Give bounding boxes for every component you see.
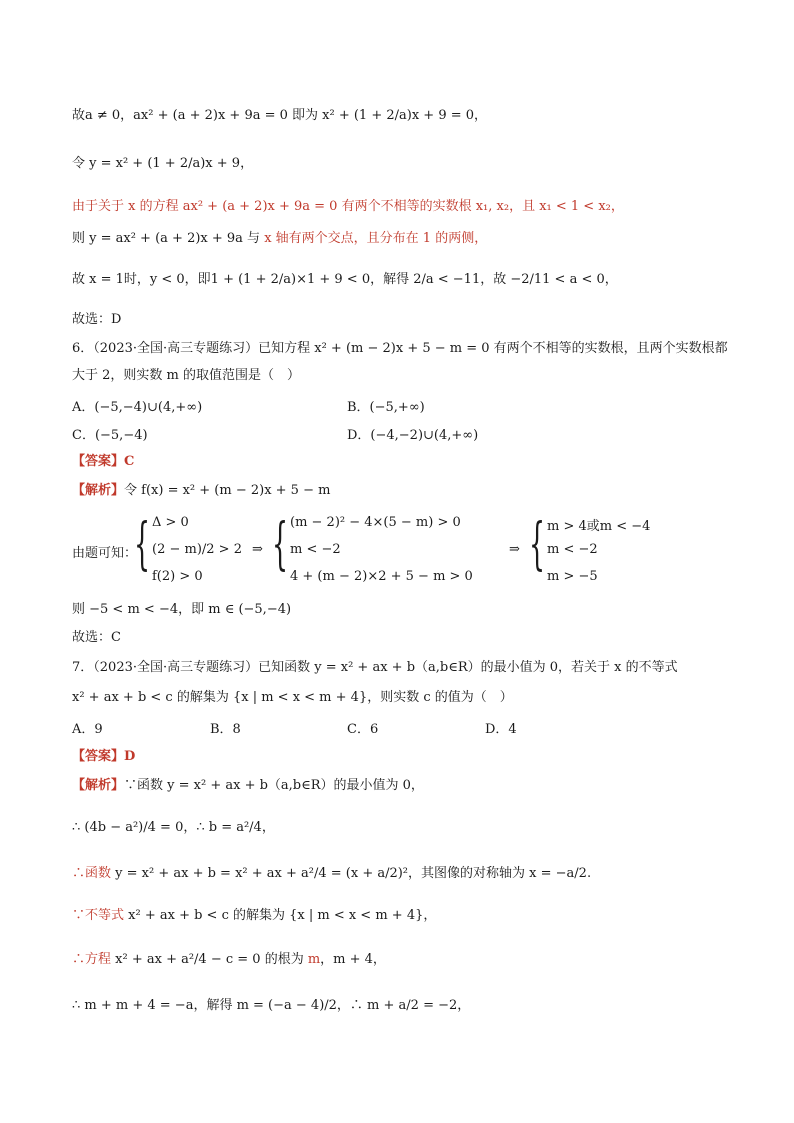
- sys1-row1: Δ > 0: [152, 515, 189, 530]
- q6-choose: 故选：C: [72, 630, 121, 645]
- q7-option-d: D．4: [485, 722, 517, 737]
- q7-analysis-label: 【解析】: [72, 778, 125, 793]
- text-let-y: 令 y = x² + (1 + 2/a)x + 9，: [72, 156, 254, 171]
- q6-stem-text2: 大于 2，则实数 m 的取值范围是（ ）: [72, 368, 300, 383]
- q7-stem-line1: 7．（2023·全国·高三专题练习）已知函数 y = x² + ax + b（a,b∈R）的最小值为 0，若关于 x 的不等式: [72, 660, 678, 675]
- q7-option-a: A．9: [72, 722, 103, 737]
- line-solve-a: [72, 270, 754, 290]
- q7-analysis-line5: [72, 950, 754, 970]
- text-a-nonzero: 故a ≠ 0，ax² + (a + 2)x + 9a = 0 即为 x² + (1 + 2/a)x + 9 = 0，: [72, 108, 488, 123]
- text-intersection-prefix: 则 y = ax² + (a + 2)x + 9a 与: [72, 231, 261, 246]
- sys1-row2: (2 − m)/2 > 2: [152, 542, 242, 557]
- q7-answer: 【答案】D: [72, 749, 136, 764]
- q7-a5-root-m: m: [303, 952, 321, 967]
- q6-option-a: A．(−5,−4)∪(4,+∞): [72, 400, 203, 415]
- q6-analysis-line: [72, 481, 754, 501]
- q7-stem-line2: x² + ax + b < c 的解集为 {x | m < x < m + 4}，则实数 c 的值为（ ）: [72, 690, 513, 705]
- sys2-row3: 4 + (m − 2)×2 + 5 − m > 0: [290, 569, 473, 584]
- q7-a3-prefix: ∴函数: [72, 866, 112, 881]
- left-brace-3: {: [529, 512, 546, 577]
- implies-arrow-1: ⇒: [252, 542, 263, 557]
- q7-analysis-line3: [72, 864, 754, 884]
- line-roots-condition: [72, 197, 754, 217]
- q6-inequality-system: [72, 512, 772, 590]
- sys3-row2: m < −2: [547, 542, 598, 557]
- line-let-y: [72, 154, 754, 174]
- q7-analysis-line4: [72, 906, 754, 926]
- left-brace-1: {: [134, 512, 151, 577]
- q6-option-c: C．(−5,−4): [72, 428, 148, 443]
- q7-analysis-line6: ∴ m + m + 4 = −a，解得 m = (−a − 4)/2，∴ m + a/2 = −2，: [72, 998, 471, 1013]
- q7-a3-body: y = x² + ax + b = x² + ax + a²/4 = (x + a/2)²，其图像的对称轴为 x = −a/2.: [111, 866, 592, 881]
- q7-a5-prefix: ∴方程: [72, 952, 112, 967]
- q7-a4-body: x² + ax + b < c 的解集为 {x | m < x < m + 4}，: [124, 908, 437, 923]
- q6-option-b: B．(−5,+∞): [347, 400, 425, 415]
- line-intersection: [72, 229, 754, 249]
- q7-analysis-text1: ∵函数 y = x² + ax + b（a,b∈R）的最小值为 0，: [124, 778, 424, 793]
- q6-stem-line2: [72, 366, 754, 386]
- q6-stem-line1: [72, 339, 754, 359]
- text-roots-body: x 的方程 ax² + (a + 2)x + 9a = 0 有两个不相等的实数根 x₁, x₂，且 x₁ < 1 < x₂，: [124, 199, 624, 214]
- q7-a5-suffix: ，m + 4，: [320, 952, 386, 967]
- q7-analysis-line2: ∴ (4b − a²)/4 = 0，∴ b = a²/4，: [72, 820, 275, 835]
- q6-stem-text1: 6．（2023·全国·高三专题练习）已知方程 x² + (m − 2)x + 5 − m = 0 有两个不相等的实数根，且两个实数根都: [72, 341, 728, 356]
- q7-option-c: C．6: [347, 722, 379, 737]
- line-condition-a-nonzero: [72, 106, 754, 126]
- q7-a4-prefix: ∵不等式: [72, 908, 125, 923]
- q7-a5-body: x² + ax + a²/4 − c = 0 的根为: [111, 952, 304, 967]
- q7-option-b: B．8: [210, 722, 241, 737]
- q6-analysis-text: 令 f(x) = x² + (m − 2)x + 5 − m: [124, 483, 331, 498]
- text-intersection-body: x 轴有两个交点，且分布在 1 的两侧，: [260, 231, 488, 246]
- line-choose-d: [72, 310, 754, 330]
- sys2-row2: m < −2: [290, 542, 341, 557]
- q6-option-d: D．(−4,−2)∪(4,+∞): [347, 428, 479, 443]
- implies-arrow-2: ⇒: [509, 542, 520, 557]
- q6-answer: 【答案】C: [72, 454, 135, 469]
- text-solve-a: 故 x = 1时，y < 0，即1 + (1 + 2/a)×1 + 9 < 0，解得 2/a < −11，故 −2/11 < a < 0，: [72, 272, 618, 287]
- q6-sys-label: 由题可知：: [72, 546, 138, 561]
- q7-analysis-line1: [72, 776, 754, 796]
- text-roots-prefix: 由于关于: [72, 199, 125, 214]
- sys3-row1: m > 4或m < −4: [547, 519, 651, 534]
- sys1-row3: f(2) > 0: [152, 569, 203, 584]
- sys3-row3: m > −5: [547, 569, 598, 584]
- left-brace-2: {: [272, 512, 289, 577]
- q6-analysis-label: 【解析】: [72, 483, 125, 498]
- sys2-row1: (m − 2)² − 4×(5 − m) > 0: [290, 515, 461, 530]
- text-choose-d: 故选：D: [72, 312, 122, 327]
- q6-conclusion: 则 −5 < m < −4，即 m ∈ (−5,−4): [72, 602, 292, 617]
